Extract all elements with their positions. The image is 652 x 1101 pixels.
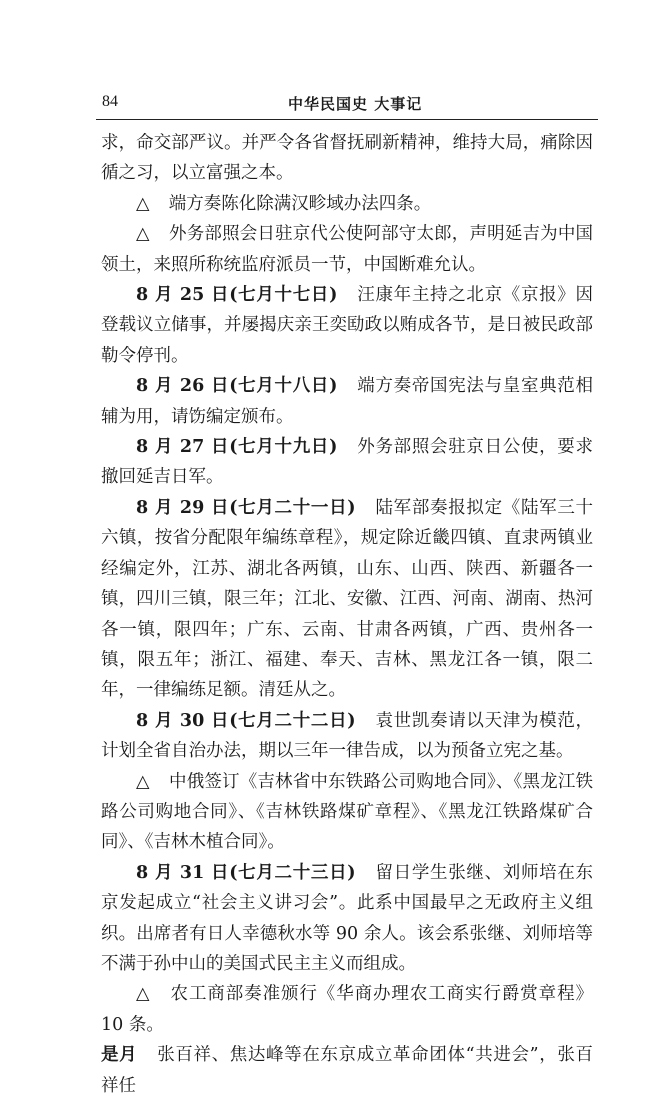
entry-text: 端方奏陈化除满汉畛域办法四条。 — [168, 193, 432, 214]
entry-text: 汪康年主持之北京《京报》因登载议立储事，并屡揭庆亲王奕劻政以贿成各节，是日被民政部勒令停刊。 — [101, 285, 593, 366]
entry — [101, 493, 593, 706]
entry — [101, 189, 593, 219]
entry-date: 8 月 26 日(七月十八日) — [136, 376, 338, 397]
entry-text: 外务部照会驻京日公使，要求撤回延吉日军。 — [101, 437, 593, 488]
chronicle-body — [101, 128, 593, 1101]
entry-text: 端方奏帝国宪法与皇室典范相辅为用，请饬编定颁布。 — [101, 376, 593, 427]
entry — [101, 979, 593, 1040]
running-title: 中华民国史 大事记 — [288, 95, 423, 113]
entry-text: 留日学生张继、刘师培在东京发起成立“社会主义讲习会”。此系中国最早之无政府主义组织。出席者有日人幸德秋水等 90 余人。该会系张继、刘师培等不满于孙中山的美国式民主主义而组成。 — [101, 862, 593, 974]
page-number: 84 — [102, 93, 118, 110]
entry — [101, 706, 593, 767]
entry-marker: △ — [136, 224, 150, 245]
entry-text: 外务部照会日驻京代公使阿部守太郎，声明延吉为中国领土，来照所称统监府派员一节，中国断难允认。 — [101, 224, 593, 275]
entry — [101, 767, 593, 858]
entry-text: 张百祥、焦达峰等在东京成立革命团体“共进会”，张百祥任 — [101, 1045, 593, 1096]
entry-text: 中俄签订《吉林省中东铁路公司购地合同》、《黑龙江铁路公司购地合同》、《吉林铁路煤矿章程》、《黑龙江铁路煤矿合同》、《吉林木植合同》。 — [101, 771, 593, 853]
entry-marker: △ — [136, 193, 150, 214]
entry — [101, 219, 593, 280]
entry-date: 是月 — [101, 1045, 138, 1066]
entry — [101, 1040, 593, 1101]
entry-continuation — [101, 128, 593, 189]
entry-date: 8 月 30 日(七月二十二日) — [136, 710, 356, 731]
entry-text: 求，命交部严议。并严令各省督抚刷新精神，维持大局，痛除因循之习，以立富强之本。 — [101, 133, 593, 184]
entry — [101, 371, 593, 432]
entry-marker: △ — [136, 984, 151, 1005]
entry — [101, 432, 593, 493]
entry — [101, 280, 593, 371]
entry-text: 农工商部奏准颁行《华商办理农工商实行爵赏章程》10 条。 — [101, 984, 593, 1035]
entry-date: 8 月 29 日(七月二十一日) — [136, 497, 356, 518]
entry-date: 8 月 31 日(七月二十三日) — [136, 862, 356, 883]
header-divider — [96, 119, 598, 120]
entry-marker: △ — [136, 771, 150, 792]
entry — [101, 858, 593, 980]
entry-text: 陆军部奏报拟定《陆军三十六镇，按省分配限年编练章程》，规定除近畿四镇、直隶两镇业经编定外，江苏、湖北各两镇，山东、山西、陕西、新疆各一镇，四川三镇，限三年；江北、安徽、江西、河南、湖南、热河各一镇，限四年；广东、云南、甘肃各两镇，广西、贵州各一镇，限五年；浙江、福建、奉天、吉林、黑龙江各一镇，限二年，一律编练足额。清廷从之。 — [101, 497, 593, 701]
entry-date: 8 月 25 日(七月十七日) — [136, 285, 338, 306]
entry-text: 袁世凯奏请以天津为模范，计划全省自治办法，期以三年一律告成，以为预备立宪之基。 — [101, 710, 593, 762]
page-header — [100, 93, 592, 115]
entry-date: 8 月 27 日(七月十九日) — [136, 437, 338, 458]
